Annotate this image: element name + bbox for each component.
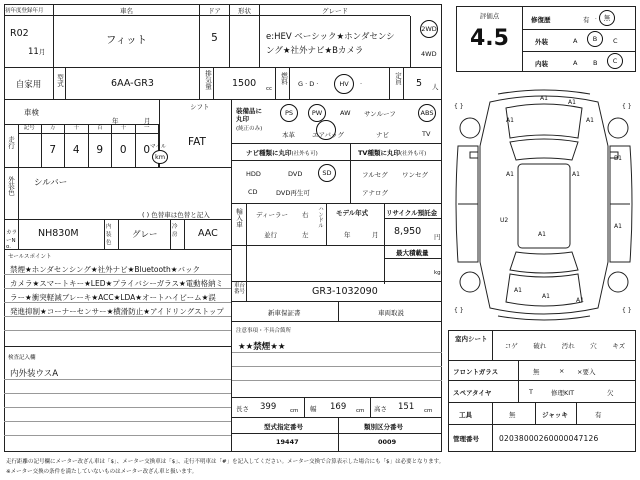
chassis-divider	[246, 282, 247, 302]
notes-block	[232, 322, 442, 398]
mgmt-label: 管理番号	[449, 425, 493, 451]
first-reg-cell	[4, 4, 54, 68]
int-grade-label: 内装	[535, 60, 548, 68]
import-left: 左	[302, 231, 309, 239]
damage-mark: A1	[614, 223, 622, 230]
import-dealer: ディーラー	[256, 211, 288, 219]
model-year-divider	[326, 204, 327, 246]
fuel-tail: ·	[360, 80, 363, 88]
glass-label: フロントガラス	[449, 361, 519, 380]
height-unit: cm	[424, 408, 433, 414]
mileage-digit-cell	[42, 124, 66, 168]
grade-line2: ング★社外ナビ★Bカメラ	[266, 46, 364, 56]
notes-value: ★★禁煙★★	[238, 342, 286, 352]
month-unit: 月	[38, 48, 46, 56]
int-grade-b: B	[593, 59, 598, 67]
tv-note: (社外も可)	[399, 151, 427, 157]
fuel-label: 燃料	[276, 68, 290, 99]
km-selected: km	[152, 150, 168, 164]
equipment-label-1: 装備品に	[236, 107, 262, 115]
usage-value: 自家用	[4, 68, 54, 99]
ac-label: 冷房	[172, 224, 178, 238]
color-divider	[18, 168, 19, 220]
ext-grade-a: A	[573, 37, 578, 45]
displacement-cell	[214, 68, 276, 99]
score-block	[456, 6, 636, 72]
tv-fullseg: フルセグ	[362, 171, 388, 179]
dim-div1	[304, 398, 305, 418]
navi-title	[246, 148, 318, 157]
car-name-cell	[54, 4, 200, 68]
spare-t: T	[529, 388, 533, 396]
spare-missing: 欠	[607, 389, 614, 397]
displacement-value: 1500	[232, 78, 257, 89]
glass-none: 無	[533, 368, 540, 376]
damage-mark: A1	[506, 117, 514, 124]
capacity-unit: 人	[432, 83, 439, 91]
score-cell	[457, 7, 523, 71]
inspector-block	[4, 346, 232, 452]
inspection-month: 月	[144, 117, 151, 125]
mgmt-row	[449, 425, 635, 451]
footer-line-2: ※メーター交換の条件を満たしていないものはメーター改ざん車と扱います。	[6, 469, 198, 475]
seat-items	[497, 341, 633, 350]
first-reg-year: R02	[10, 28, 29, 39]
seat-row	[449, 331, 635, 361]
sales-point-line-3: ラー★衝突軽減ブレーキ★ACC★LDA★オートハイビーム★誤	[10, 293, 216, 302]
car-diagram-svg	[450, 86, 638, 324]
spare-row	[449, 381, 635, 403]
damage-mark: U2	[500, 217, 509, 224]
score-value: 4.5	[470, 26, 509, 51]
import-parallel: 並行	[264, 231, 277, 239]
notes-label: 注意事項・不具合箇所	[236, 328, 292, 334]
model-label: 型式	[54, 68, 66, 99]
score-line1	[523, 29, 635, 30]
mile-label: マイル	[150, 144, 167, 150]
mileage-digit-label: 万	[42, 124, 65, 134]
recycle-line	[384, 218, 442, 219]
ac-divider2	[184, 220, 185, 250]
damage-mark: A1	[540, 95, 548, 102]
tools-label: 工具	[449, 403, 493, 424]
inspector-value: 内外装ウスA	[10, 369, 59, 379]
damage-mark: A1	[542, 293, 550, 300]
mileage-digit-label: 一	[136, 124, 159, 134]
grade-line1: e:HEV ベーシック★ホンダセンシ	[266, 32, 395, 42]
mileage-digit: 0	[143, 144, 151, 156]
model-year-label: モデル年式	[336, 209, 369, 217]
door-cell	[200, 4, 230, 68]
first-reg-label: 初年度登録年月	[4, 4, 53, 16]
equip-pw: PW	[308, 104, 326, 122]
spare-kit: 修理KIT	[551, 389, 575, 397]
inspection-year: 年	[112, 117, 119, 125]
repair-yes: 有	[583, 16, 590, 24]
damage-mark: A1	[572, 171, 580, 178]
category-value: 0009	[378, 438, 397, 446]
ext-grade-c: C	[613, 37, 618, 45]
shape-cell	[230, 4, 260, 68]
length-value: 399	[260, 402, 277, 412]
footer-line-1: 走行距離の記号欄にメーター改ざん車は「$」、メーター交換車は「$」、走行不明車は「#」を記入してください。メーター交換で合算表示した場合にも「$」は必要となります。	[6, 459, 445, 465]
score-label: 評価点	[479, 12, 500, 20]
color-code-label: カラーNo.	[6, 230, 18, 250]
ac-divider	[170, 220, 171, 250]
int-color-label: 内装色	[106, 224, 112, 246]
int-grade-a: A	[573, 59, 578, 67]
tools-row	[449, 403, 635, 425]
seat-label: 室内シート	[449, 331, 493, 360]
navi-tv-divider	[350, 144, 351, 204]
color-code-value: NH830M	[38, 228, 79, 239]
model-year-m: 月	[372, 231, 379, 239]
seat-item: 破れ	[533, 342, 547, 350]
width-label: 幅	[310, 405, 317, 413]
drive-2wd: 2WD	[420, 20, 438, 38]
seat-item: 汚れ	[561, 342, 575, 350]
color-code-row	[4, 220, 232, 250]
dimensions-block	[232, 398, 442, 418]
navi-title-line	[232, 160, 442, 161]
max-load-label: 最大積載量	[396, 249, 429, 257]
warranty-divider	[338, 302, 339, 322]
tools-value: 無	[509, 411, 516, 419]
jack-label: ジャッキ	[535, 403, 577, 424]
import-handle: ハンドル	[317, 206, 323, 228]
mileage-digit: 4	[72, 144, 80, 156]
car-diagram	[450, 86, 638, 324]
navi-tv-block	[232, 144, 442, 204]
int-divider2	[118, 220, 119, 250]
chassis-block	[232, 282, 442, 302]
repair-no: 無	[599, 10, 615, 26]
width-value: 169	[330, 402, 347, 412]
equip-abs: ABS	[418, 104, 436, 122]
equip-aw: AW	[340, 109, 351, 117]
spare-label: スペアタイヤ	[449, 381, 519, 402]
repair-label: 修復歴	[531, 16, 551, 24]
equipment-label-2: 丸印	[236, 115, 249, 123]
navi-dvd-play: DVD再生可	[276, 189, 310, 197]
navi-title-text: ナビ種類に丸印	[246, 149, 292, 157]
import-block	[232, 204, 442, 246]
mileage-digit: 9	[96, 144, 104, 156]
tv-oneseg: ワンセグ	[402, 171, 428, 179]
equip-airbag: エアバッグ	[312, 131, 344, 139]
mileage-digit: 7	[49, 144, 57, 156]
recycle-value: 8,950	[394, 226, 422, 237]
score-line2	[523, 51, 635, 52]
fuel-selected: HV	[334, 74, 354, 94]
category-label: 類別区分番号	[364, 423, 403, 431]
recycle-label: リサイクル預託金	[386, 209, 438, 217]
seat-item: 穴	[590, 342, 597, 350]
int-grade-c: C	[607, 53, 623, 69]
navi-hdd: HDD	[246, 170, 261, 178]
glass-x: ×	[559, 367, 565, 375]
shape-label: 形状	[230, 4, 259, 16]
width-unit: cm	[356, 408, 365, 414]
tv-title	[358, 148, 426, 157]
navi-note: (社外も可)	[291, 151, 318, 157]
type-block	[232, 418, 442, 452]
height-value: 151	[398, 402, 415, 412]
mileage-digit-cell	[89, 124, 113, 168]
new-car-warranty: 新車保証書	[268, 309, 301, 317]
damage-mark: A1	[568, 99, 576, 106]
maxload-divider	[246, 246, 247, 282]
mileage-digit-label: 記号	[18, 124, 41, 134]
fuel-cell	[290, 68, 390, 99]
grade-label: グレード	[260, 4, 410, 16]
damage-mark: A1	[538, 231, 546, 238]
equip-leather: 本革	[282, 131, 295, 139]
damage-mark: A1	[576, 297, 584, 304]
equip-ps: PS	[280, 104, 298, 122]
capacity-label: 定員	[390, 68, 404, 99]
color-note: ( ) 色替車は色替と記入	[142, 211, 210, 219]
equip-navi: ナビ	[376, 131, 389, 139]
mileage-digits	[18, 124, 159, 168]
recycle-yen: 円	[434, 233, 441, 241]
ext-color-label: 外装色	[7, 176, 15, 196]
warranty-block	[232, 302, 442, 322]
sales-point-line-4: 発進抑制★コーナーセンサー★横滑防止★アイドリングストップ	[10, 307, 224, 316]
bracket-br: { }	[622, 307, 632, 314]
type-label: 型式指定番号	[264, 423, 303, 431]
grade-divider	[410, 16, 411, 68]
damage-mark: A1	[514, 287, 522, 294]
maxload-block	[232, 246, 442, 282]
mileage-digit-cell	[18, 124, 42, 168]
sales-points-block	[4, 250, 232, 346]
seat-item: コゲ	[504, 342, 518, 350]
bracket-bl: { }	[454, 307, 464, 314]
shift-value: FAT	[188, 136, 206, 148]
drive-4wd: 4WD	[421, 50, 437, 58]
equipment-block	[232, 100, 442, 144]
max-load-kg: kg	[434, 270, 441, 276]
import-label: 輸入車	[235, 208, 243, 228]
model-year-y: 年	[344, 231, 351, 239]
jack-value: 有	[595, 411, 602, 419]
glass-x-required: ×要入	[577, 368, 596, 376]
type-divider	[338, 418, 339, 452]
door-value: 5	[211, 32, 218, 44]
damage-mark: A1	[506, 171, 514, 178]
import-right: 右	[302, 211, 309, 219]
length-unit: cm	[290, 408, 299, 414]
type-line	[232, 433, 442, 434]
bracket-tl: { }	[454, 103, 464, 110]
capacity-value: 5	[416, 78, 423, 89]
ext-grade-b: B	[587, 31, 603, 47]
condition-block	[448, 330, 636, 452]
sales-points-label: セールスポイント	[8, 254, 52, 260]
navi-dvd: DVD	[288, 170, 303, 178]
navi-sd: SD	[318, 164, 336, 182]
equipment-label-3: (純正のみ)	[236, 126, 263, 132]
sales-point-line-2: カメラ★スマートキー★LED★プライバシーガラス★電動格納ミ	[10, 279, 224, 288]
length-label: 長さ	[236, 405, 249, 413]
navi-cd: CD	[248, 188, 258, 196]
chassis-label: 車台番号	[234, 283, 246, 295]
displacement-label: 排気量	[200, 68, 214, 99]
door-label: ドア	[200, 4, 229, 16]
color-block	[4, 168, 232, 220]
grade-cell	[260, 4, 442, 68]
mileage-digit-label: 十	[112, 124, 135, 134]
model-value: 6AA-GR3	[66, 68, 200, 99]
seat-item: キズ	[612, 342, 626, 350]
mileage-digit-cell	[112, 124, 136, 168]
tv-title-text: TV種類に丸印	[358, 149, 400, 157]
inspection-label: 車検	[24, 108, 39, 117]
glass-row	[449, 361, 635, 381]
maxload-line	[384, 258, 442, 259]
equip-sunroof: サンルーフ	[364, 110, 396, 118]
mgmt-value: 0203800026000004712​6	[499, 434, 599, 443]
shift-label: シフト	[190, 103, 210, 111]
repair-dot: ·	[595, 16, 597, 22]
int-divider	[104, 220, 105, 250]
damage-mark: A1	[586, 117, 594, 124]
mileage-digit	[18, 134, 41, 144]
tv-analog: アナログ	[362, 189, 388, 197]
chassis-value: GR3-1032090	[312, 286, 378, 297]
int-color-value: グレー	[132, 230, 158, 240]
equip-tv: TV	[422, 130, 431, 138]
damage-mark: B1	[614, 155, 622, 162]
ext-grade-label: 外装	[535, 38, 548, 46]
code-divider	[18, 220, 19, 250]
dim-div2	[370, 398, 371, 418]
mileage-digit-label: 百	[89, 124, 112, 134]
sales-point-line-1: 禁煙★ホンダセンシング★社外ナビ★Bluetooth★バック	[10, 265, 200, 274]
type-value: 19447	[276, 438, 299, 446]
car-name-label: 車名	[54, 4, 199, 16]
height-label: 高さ	[374, 405, 387, 413]
bracket-tr: { }	[622, 103, 632, 110]
row2	[4, 68, 442, 100]
ext-color-value: シルバー	[34, 178, 68, 188]
inspector-label: 検査記入欄	[8, 355, 36, 361]
cc-unit: cc	[266, 86, 273, 92]
manual: 車両取説	[378, 309, 404, 317]
first-reg-month: 11	[28, 47, 39, 57]
fuel-options: G · D ·	[298, 80, 319, 88]
ac-value: AAC	[198, 228, 218, 239]
mileage-label: 走行	[7, 136, 15, 149]
inspection-block	[4, 100, 232, 168]
mileage-digit-cell	[65, 124, 89, 168]
mileage-digit: 0	[119, 144, 127, 156]
mileage-digit-label: 千	[65, 124, 88, 134]
car-name-value: フィット	[105, 34, 148, 46]
